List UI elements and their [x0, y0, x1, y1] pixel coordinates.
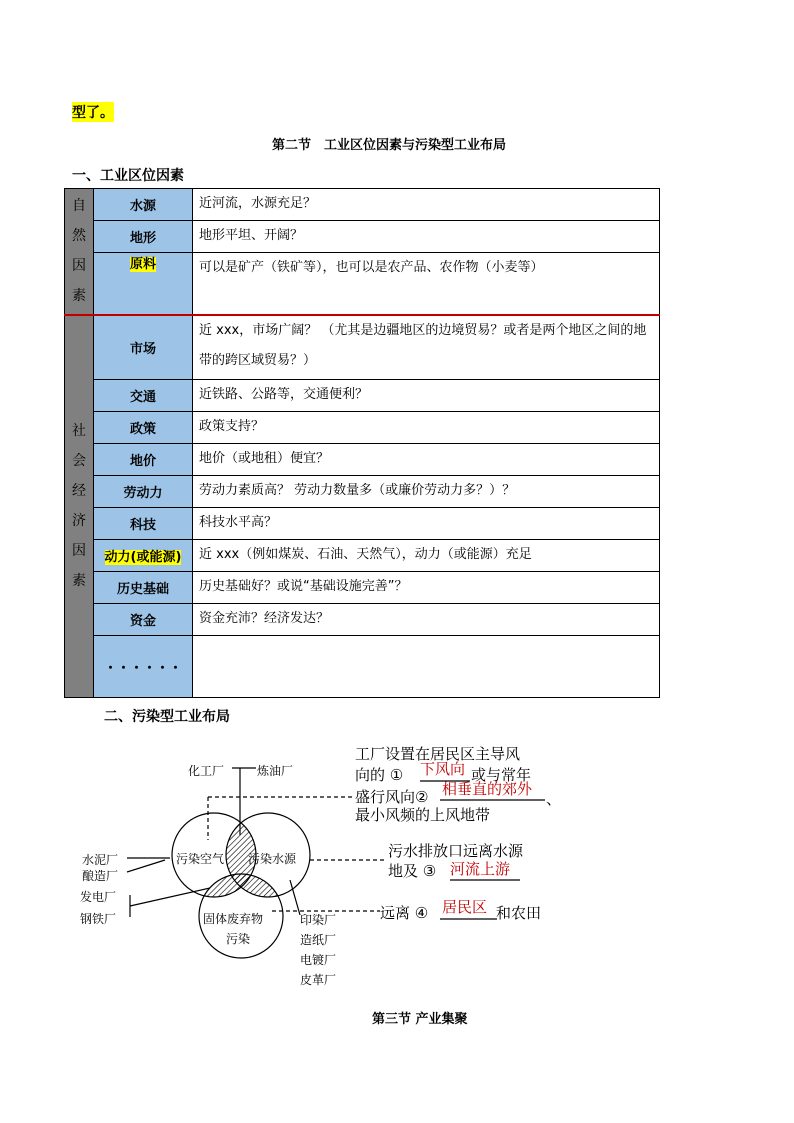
factor-description: 地形平坦、开阔？: [193, 221, 660, 253]
factor-label: 地价: [129, 454, 156, 469]
circle-air-label: 污染空气: [176, 852, 225, 866]
factor-description: 政策支持？: [193, 412, 660, 444]
label-power: 发电厂: [80, 890, 117, 904]
part1-heading: 一、工业区位因素: [72, 168, 184, 184]
label-plating: 电镀厂: [300, 953, 337, 967]
factor-description: 科技水平高？: [193, 508, 660, 540]
factor-description: 劳动力素质高？ 劳动力数量多（或廉价劳动力多？）？: [193, 476, 660, 508]
part2-heading: 二、污染型工业布局: [104, 709, 230, 725]
note2-line2: 地及 ③: [388, 862, 437, 880]
label-cement: 水泥厂: [82, 853, 119, 867]
factor-description: 地价（或地租）便宜？: [193, 444, 660, 476]
social-group-label: 社会经济因素: [72, 423, 86, 590]
factor-description: 近铁路、公路等，交通便利？: [193, 380, 660, 412]
note2-line1: 污水排放口远离水源: [388, 842, 524, 860]
factor-label: 政策: [129, 422, 156, 437]
factor-label: 资金: [129, 614, 156, 629]
answer-1: 下风向: [420, 760, 466, 778]
note1-line1: 工厂设置在居民区主导风: [355, 745, 521, 763]
factor-label: 原料: [129, 257, 156, 272]
factor-label: 交通: [129, 390, 156, 405]
circle-solid-label: 固体废弃物: [203, 912, 264, 926]
note3-b: 和农田: [496, 904, 542, 922]
label-dyeing: 印染厂: [300, 913, 337, 927]
note1-comma: 、: [546, 790, 562, 808]
factor-description: 资金充沛？经济发达？: [193, 604, 660, 636]
section3-title: 第三节 产业集聚: [372, 1012, 468, 1027]
note1-line4: 最小风频的上风地带: [355, 806, 491, 824]
factor-label: 市场: [129, 341, 156, 357]
note3-a: 远离 ④: [380, 904, 429, 922]
circle-water-label: 污染水源: [248, 852, 297, 866]
natural-group-label: 自然因素: [72, 198, 86, 305]
answer-4: 居民区: [442, 898, 488, 916]
factor-description: 可以是矿产（铁矿等），也可以是农产品、农作物（小麦等）: [193, 253, 660, 315]
note1-line3: 盛行风向②: [355, 788, 429, 806]
answer-3: 河流上游: [450, 860, 511, 878]
factor-description: 历史基础好？或说“基础设施完善”？: [193, 572, 660, 604]
label-brewery: 酿造厂: [82, 869, 119, 883]
answer-2: 相垂直的郊外: [442, 780, 533, 798]
factor-label: 劳动力: [123, 486, 163, 501]
section2-title: 第二节 工业区位因素与污染型工业布局: [272, 138, 507, 153]
factor-description: 近河流，水源充足？: [193, 189, 660, 221]
note1-line2b: 或与常年: [471, 766, 532, 784]
factor-label: 科技: [129, 518, 156, 533]
top-fragment: 型了。: [72, 102, 114, 122]
label-refinery: 炼油厂: [257, 764, 294, 778]
factor-description: 近 xxx（例如煤炭、石油、天然气），动力（或能源）充足: [193, 540, 660, 572]
label-leather: 皮革厂: [300, 973, 337, 987]
factor-label: 水源: [129, 199, 156, 214]
factor-label: 动力(或能源): [104, 550, 182, 565]
factor-description: 近 xxx，市场广阔？ （尤其是边疆地区的边境贸易？或者是两个地区之间的地带的跨区域贸易？）: [193, 315, 660, 380]
factor-label: 历史基础: [116, 582, 169, 597]
factor-label: 地形: [129, 231, 156, 246]
label-paper: 造纸厂: [300, 933, 337, 947]
label-steel: 钢铁厂: [80, 912, 117, 926]
circle-solid-label-2: 污染: [226, 932, 251, 946]
factor-label: ・・・・・・: [103, 661, 182, 676]
note1-line2: 向的 ①: [355, 766, 404, 784]
label-chemical-plant: 化工厂: [188, 764, 225, 778]
